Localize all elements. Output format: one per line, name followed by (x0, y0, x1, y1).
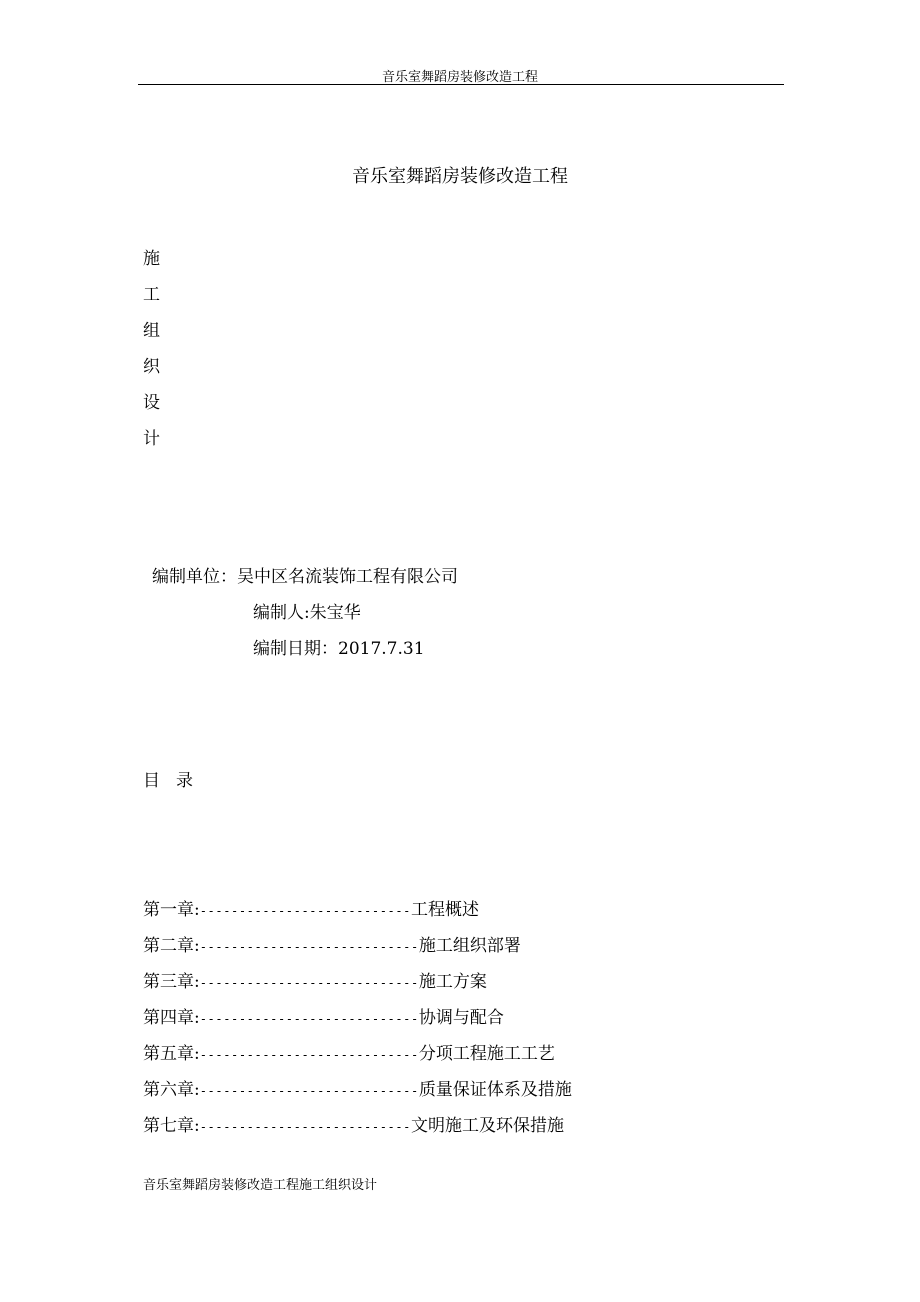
vertical-title-char: 组 (143, 321, 160, 341)
vertical-title-char: 施 (143, 249, 160, 269)
vertical-title-char: 织 (143, 357, 160, 377)
toc-chapter: 第四章: (143, 1008, 200, 1028)
toc-item (143, 1115, 572, 1151)
toc-leader: ---------------------------- (199, 1084, 419, 1098)
toc-leader: --------------------------- (199, 1120, 411, 1134)
vertical-title (143, 248, 160, 464)
page-footer: 音乐室舞蹈房装修改造工程施工组织设计 (143, 1178, 378, 1193)
toc-chapter: 第六章: (143, 1080, 200, 1100)
toc-leader: ---------------------------- (199, 1012, 419, 1026)
toc-heading: 目录 (143, 771, 209, 791)
compiler-unit: 编制单位：吴中区名流装饰工程有限公司 (152, 567, 458, 587)
toc-item (143, 935, 572, 971)
toc-item (143, 1079, 572, 1115)
toc-chapter: 第一章: (143, 900, 200, 920)
toc-item (143, 971, 572, 1007)
toc-title: 协调与配合 (418, 1008, 504, 1028)
toc-chapter: 第七章: (143, 1116, 200, 1136)
toc-title: 文明施工及环保措施 (411, 1116, 564, 1136)
toc-title: 施工组织部署 (418, 936, 521, 956)
toc-list (143, 899, 572, 1151)
running-header: 音乐室舞蹈房装修改造工程 (381, 70, 538, 85)
toc-title: 工程概述 (411, 900, 479, 920)
vertical-title-char: 设 (143, 393, 160, 413)
toc-title: 质量保证体系及措施 (418, 1080, 572, 1100)
compiler-person: 编制人:朱宝华 (253, 603, 361, 623)
vertical-title-char: 工 (143, 285, 160, 305)
toc-leader: --------------------------- (199, 904, 411, 918)
toc-item (143, 1043, 572, 1079)
toc-title: 分项工程施工工艺 (418, 1044, 555, 1064)
toc-leader: ---------------------------- (199, 976, 419, 990)
toc-title: 施工方案 (418, 972, 487, 992)
compile-date: 编制日期：2017.7.31 (253, 639, 425, 659)
toc-item (143, 899, 572, 935)
vertical-title-char: 计 (143, 429, 160, 449)
toc-leader: ---------------------------- (199, 940, 419, 954)
header-rule (138, 84, 784, 85)
toc-chapter: 第五章: (143, 1044, 200, 1064)
toc-item (143, 1007, 572, 1043)
toc-leader: ---------------------------- (199, 1048, 419, 1062)
document-title: 音乐室舞蹈房装修改造工程 (352, 166, 568, 187)
toc-chapter: 第三章: (143, 972, 200, 992)
toc-chapter: 第二章: (143, 936, 200, 956)
